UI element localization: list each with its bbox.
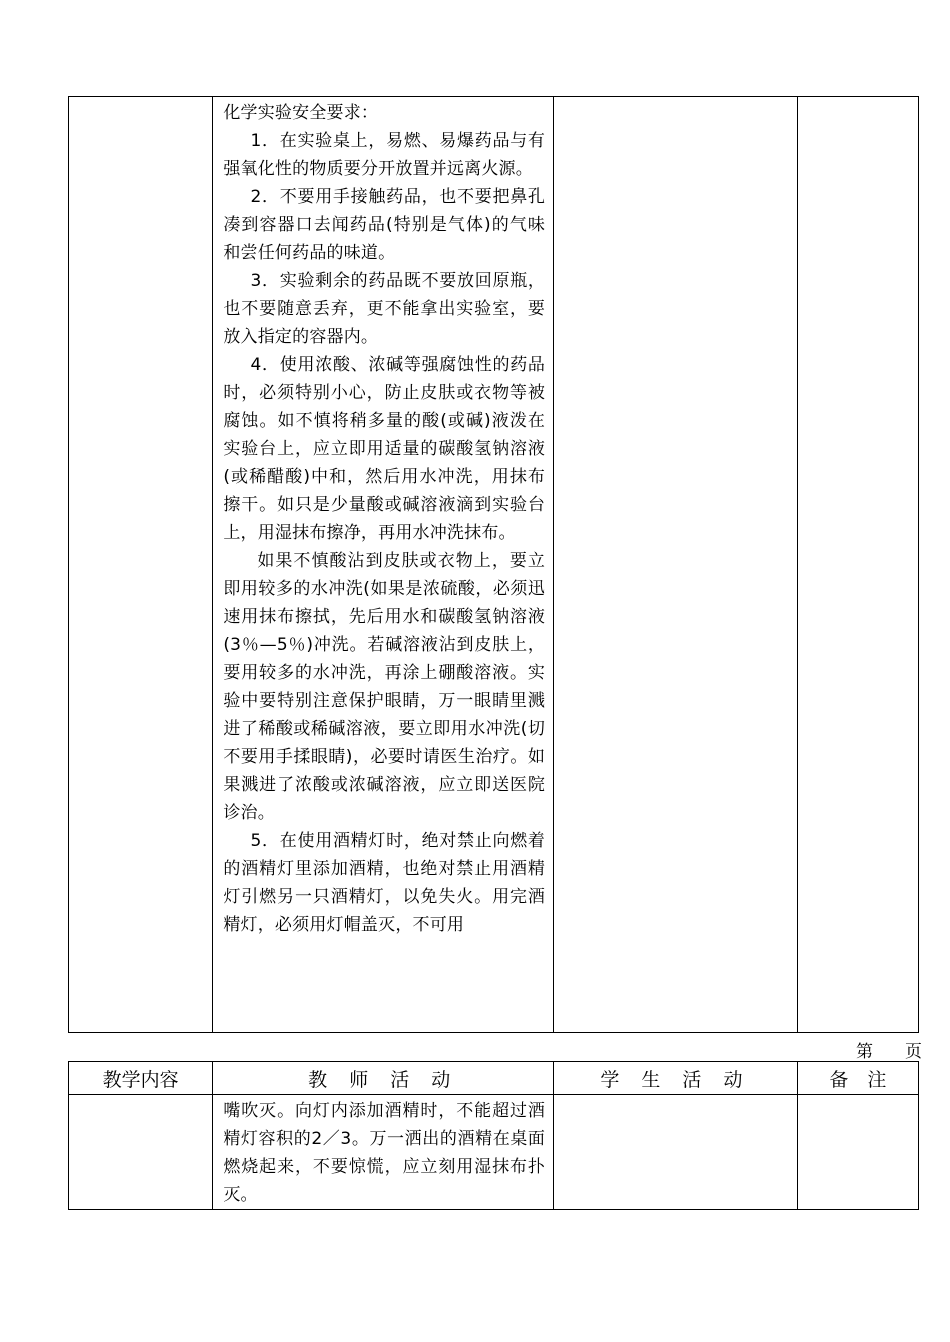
header-student-activity: 学 生 活 动 <box>554 1062 798 1095</box>
notes-cell <box>797 97 918 1033</box>
student-activity-cell-2 <box>554 1095 798 1210</box>
safety-item-2: 2．不要用手接触药品，也不要把鼻孔凑到容器口去闻药品(特别是气体)的气味和尝任何药品的味道。 <box>223 187 546 263</box>
safety-heading: 化学实验安全要求： <box>223 103 379 123</box>
page-number-prefix: 第 <box>856 1042 873 1062</box>
notes-cell-2 <box>797 1095 918 1210</box>
teacher-activity-cell <box>213 97 554 1033</box>
header-teaching-content: 教学内容 <box>69 1062 213 1095</box>
page-number-blank <box>873 1043 905 1062</box>
safety-item-5-continued: 嘴吹灭。向灯内添加酒精时，不能超过酒精灯容积的2／3。万一洒出的酒精在桌面燃烧起来，不要惊慌，应立刻用湿抹布扑灭。 <box>223 1101 546 1205</box>
safety-item-3: 3．实验剩余的药品既不要放回原瓶，也不要随意丢弃，更不能拿出实验室，要放入指定的容器内。 <box>223 271 546 347</box>
student-activity-cell <box>554 97 798 1033</box>
safety-item-1: 1．在实验桌上，易燃、易爆药品与有强氧化性的物质要分开放置并远离火源。 <box>223 131 546 179</box>
header-teacher-activity: 教 师 活 动 <box>213 1062 554 1095</box>
page-number <box>856 1037 922 1062</box>
page-number-suffix: 页 <box>905 1042 922 1062</box>
safety-item-4-note: 如果不慎酸沾到皮肤或衣物上，要立即用较多的水冲洗(如果是浓硫酸，必须迅速用抹布擦拭，先后用水和碳酸氢钠溶液(3％—5％)冲洗。若碱溶液沾到皮肤上，要用较多的水冲洗，再涂上硼酸溶液。实验中要特别注意保护眼睛，万一眼睛里溅进了稀酸或稀碱溶液，要立即用水冲洗(切不要用手揉眼睛)，必要时请医生治疗。如果溅进了浓酸或浓碱溶液，应立即送医院诊治。 <box>223 551 546 823</box>
lesson-table-top <box>68 96 919 1033</box>
header-notes: 备 注 <box>797 1062 918 1095</box>
teaching-content-cell-2 <box>69 1095 213 1210</box>
safety-item-5: 5．在使用酒精灯时，绝对禁止向燃着的酒精灯里添加酒精，也绝对禁止用酒精灯引燃另一只酒精灯，以免失火。用完酒精灯，必须用灯帽盖灭，不可用 <box>223 831 546 935</box>
teacher-activity-cell-2 <box>213 1095 554 1210</box>
lesson-table-bottom <box>68 1061 919 1210</box>
teaching-content-cell <box>69 97 213 1033</box>
safety-item-4: 4．使用浓酸、浓碱等强腐蚀性的药品时，必须特别小心，防止皮肤或衣物等被腐蚀。如不慎将稍多量的酸(或碱)液泼在实验台上，应立即用适量的碳酸氢钠溶液(或稀醋酸)中和，然后用水冲洗，用抹布擦干。如只是少量酸或碱溶液滴到实验台上，用湿抹布擦净，再用水冲洗抹布。 <box>223 355 546 543</box>
